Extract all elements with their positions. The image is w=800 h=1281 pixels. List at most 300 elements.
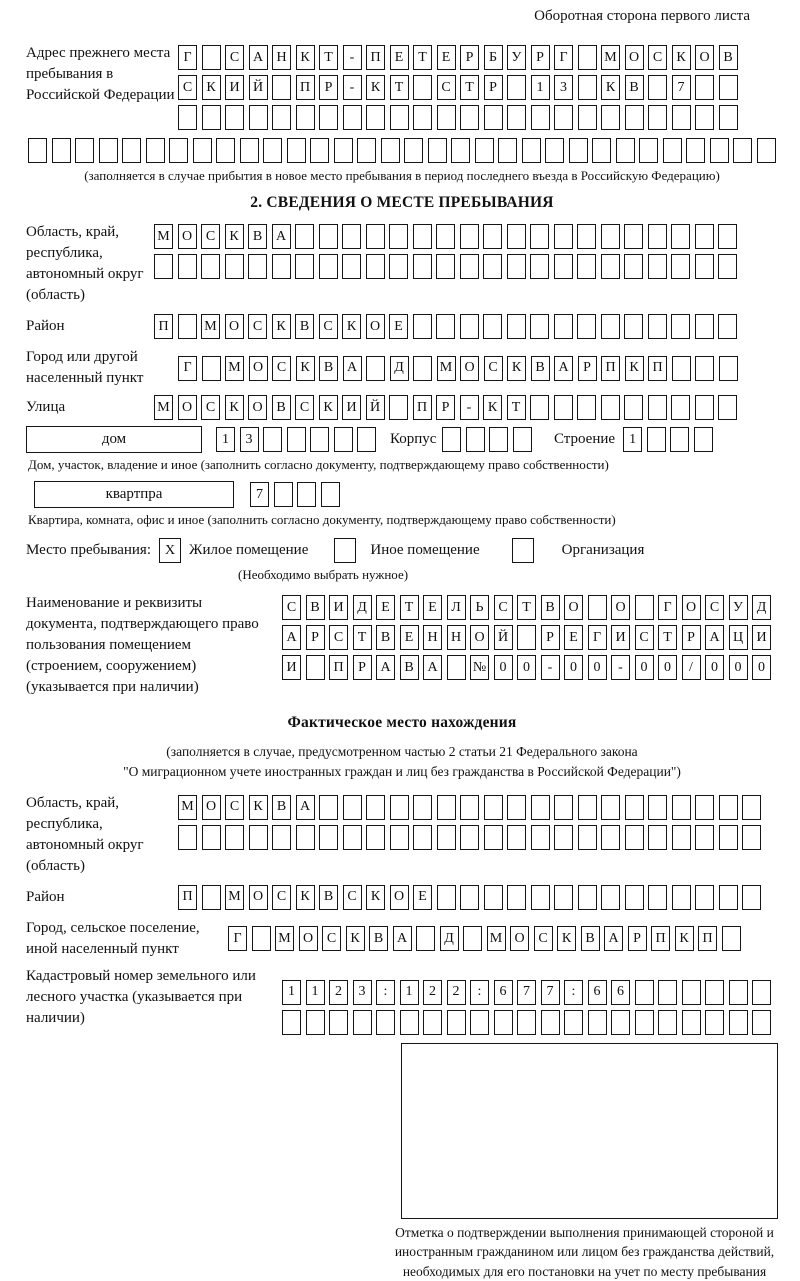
fact-city-label: Город, сельское поселение, иной населенный пункт <box>26 918 228 960</box>
char-cell: М <box>225 356 244 381</box>
char-cell <box>295 254 314 279</box>
char-cell <box>483 314 502 339</box>
char-cell <box>436 224 455 249</box>
char-cell <box>554 224 573 249</box>
char-cell <box>413 795 432 820</box>
prev-address-block <box>26 43 778 130</box>
char-cell <box>154 254 173 279</box>
char-cell <box>451 138 470 163</box>
char-cell: 1 <box>531 75 550 100</box>
char-cell: К <box>319 395 338 420</box>
char-cell: 0 <box>752 655 771 680</box>
char-cell <box>483 254 502 279</box>
char-cell <box>507 75 526 100</box>
char-cell <box>319 224 338 249</box>
char-cell <box>682 980 701 1005</box>
char-cell: К <box>483 395 502 420</box>
actual-location-caption-line1: (заполняется в случае, предусмотренном частью 2 статьи 21 Федерального закона <box>166 744 637 759</box>
char-cell <box>436 314 455 339</box>
char-cell <box>28 138 47 163</box>
char-cell: С <box>201 395 220 420</box>
char-cell: В <box>272 395 291 420</box>
char-cell <box>334 427 353 452</box>
char-cell <box>389 224 408 249</box>
char-cell <box>695 885 714 910</box>
char-cell: И <box>611 625 630 650</box>
char-cell <box>624 224 643 249</box>
house-box: дом <box>26 426 202 453</box>
char-cell: Р <box>541 625 560 650</box>
char-cell <box>52 138 71 163</box>
char-cell: О <box>460 356 479 381</box>
char-cell <box>742 885 761 910</box>
char-cell <box>531 885 550 910</box>
char-cell <box>413 75 432 100</box>
char-cell: Д <box>440 926 459 951</box>
char-cell <box>225 254 244 279</box>
char-cell <box>648 314 667 339</box>
char-cell <box>460 254 479 279</box>
char-cell: 0 <box>658 655 677 680</box>
char-cell: 0 <box>588 655 607 680</box>
char-cell: 0 <box>564 655 583 680</box>
char-cell: Е <box>437 45 456 70</box>
char-cell <box>695 314 714 339</box>
char-cell <box>249 105 268 130</box>
char-cell <box>648 395 667 420</box>
char-cell <box>193 138 212 163</box>
confirmation-mark-area <box>401 1043 778 1281</box>
char-cell: С <box>295 395 314 420</box>
char-cell: О <box>611 595 630 620</box>
char-cell <box>466 427 485 452</box>
char-cell <box>366 795 385 820</box>
char-cell: В <box>295 314 314 339</box>
char-cell: С <box>329 625 348 650</box>
char-cell <box>296 825 315 850</box>
char-cell <box>722 926 741 951</box>
char-cell: 1 <box>623 427 642 452</box>
char-cell <box>216 138 235 163</box>
char-cell <box>178 105 197 130</box>
char-cell: В <box>319 356 338 381</box>
char-cell <box>202 825 221 850</box>
char-cell <box>517 625 536 650</box>
char-cell <box>484 825 503 850</box>
char-cell <box>442 427 461 452</box>
char-cell: С <box>494 595 513 620</box>
char-cell: М <box>201 314 220 339</box>
char-cell <box>169 138 188 163</box>
char-cell <box>695 395 714 420</box>
char-cell: Г <box>178 356 197 381</box>
char-row-stroenie <box>623 427 713 452</box>
char-cell <box>577 395 596 420</box>
char-cell <box>252 926 271 951</box>
char-cell: Р <box>578 356 597 381</box>
char-cell <box>404 138 423 163</box>
char-cell <box>578 105 597 130</box>
actual-location-title: Фактическое место нахождения <box>26 714 778 732</box>
char-cell <box>296 105 315 130</box>
char-cell: С <box>272 885 291 910</box>
char-cell <box>705 1010 724 1035</box>
char-cell: 1 <box>306 980 325 1005</box>
char-cell <box>578 75 597 100</box>
char-cell: В <box>719 45 738 70</box>
char-cell: Е <box>376 595 395 620</box>
char-cell <box>635 595 654 620</box>
char-cell <box>670 427 689 452</box>
char-cell: П <box>651 926 670 951</box>
char-cell <box>178 825 197 850</box>
char-cell <box>413 254 432 279</box>
char-cell <box>507 254 526 279</box>
char-cell <box>178 314 197 339</box>
char-cell <box>366 825 385 850</box>
char-cell: С <box>635 625 654 650</box>
char-cell <box>577 254 596 279</box>
char-cell: В <box>272 795 291 820</box>
char-cell <box>122 138 141 163</box>
street-label: Улица <box>26 397 154 418</box>
char-cell: О <box>248 395 267 420</box>
char-cell: В <box>625 75 644 100</box>
char-cell <box>460 885 479 910</box>
char-cell: Д <box>752 595 771 620</box>
char-cell: Е <box>423 595 442 620</box>
char-cell <box>507 825 526 850</box>
char-cell: О <box>366 314 385 339</box>
char-cell <box>390 825 409 850</box>
char-cell <box>554 254 573 279</box>
char-row-fact-district <box>178 885 761 910</box>
char-cell <box>513 427 532 452</box>
char-cell <box>447 655 466 680</box>
char-cell: Т <box>319 45 338 70</box>
char-cell: П <box>366 45 385 70</box>
checkbox-organization <box>512 538 534 563</box>
char-cell: В <box>369 926 388 951</box>
char-cell: К <box>672 45 691 70</box>
char-cell <box>541 1010 560 1035</box>
prev-address-label: Адрес прежнего места пребывания в Российской Федерации <box>26 43 178 130</box>
char-cell <box>484 795 503 820</box>
option-organization-label: Организация <box>562 540 645 561</box>
char-cell <box>671 224 690 249</box>
char-cell <box>648 795 667 820</box>
char-cell <box>647 427 666 452</box>
char-cell: К <box>366 75 385 100</box>
char-cell <box>601 105 620 130</box>
char-cell <box>423 1010 442 1035</box>
stay-type-label: Место пребывания: <box>26 540 151 561</box>
char-cell: С <box>225 795 244 820</box>
char-cell: И <box>752 625 771 650</box>
char-cell: К <box>296 356 315 381</box>
char-cell <box>319 254 338 279</box>
char-cell <box>460 314 479 339</box>
apartment-row <box>34 481 778 508</box>
char-row-prev-4 <box>28 138 778 163</box>
char-cell <box>635 1010 654 1035</box>
char-cell <box>263 427 282 452</box>
char-cell <box>306 1010 325 1035</box>
char-cell <box>564 1010 583 1035</box>
char-cell <box>353 1010 372 1035</box>
char-cell: Е <box>413 885 432 910</box>
char-cell <box>484 105 503 130</box>
char-cell <box>531 105 550 130</box>
checkbox-residential: X <box>159 538 181 563</box>
char-cell: О <box>249 356 268 381</box>
char-cell <box>507 885 526 910</box>
char-row-street <box>154 395 737 420</box>
char-cell: - <box>343 45 362 70</box>
char-cell <box>366 105 385 130</box>
char-cell: У <box>507 45 526 70</box>
char-cell <box>507 224 526 249</box>
actual-location-caption-line2: "О миграционном учете иностранных граждан и лиц без гражданства в Российской Федерации") <box>123 764 681 779</box>
char-cell <box>530 254 549 279</box>
char-cell <box>601 314 620 339</box>
char-cell <box>319 105 338 130</box>
char-cell: Е <box>400 625 419 650</box>
char-cell <box>577 224 596 249</box>
char-cell <box>658 980 677 1005</box>
cadastral-label: Кадастровый номер земельного или лесного участка (указывается при наличии) <box>26 966 282 1035</box>
char-cell: П <box>178 885 197 910</box>
char-cell: А <box>554 356 573 381</box>
char-row-city <box>178 356 738 381</box>
char-cell: А <box>249 45 268 70</box>
char-cell: Т <box>517 595 536 620</box>
char-cell <box>75 138 94 163</box>
char-cell <box>463 926 482 951</box>
char-cell <box>146 138 165 163</box>
city-label: Город или другой населенный пункт <box>26 347 178 389</box>
char-cell <box>601 254 620 279</box>
char-cell: А <box>376 655 395 680</box>
char-cell <box>624 314 643 339</box>
char-cell: О <box>625 45 644 70</box>
char-cell <box>507 314 526 339</box>
char-cell: Т <box>507 395 526 420</box>
district-field <box>26 314 778 339</box>
char-cell: С <box>484 356 503 381</box>
char-cell <box>710 138 729 163</box>
char-cell: О <box>695 45 714 70</box>
char-cell: У <box>729 595 748 620</box>
char-cell <box>624 395 643 420</box>
char-cell <box>413 356 432 381</box>
char-cell: К <box>625 356 644 381</box>
fact-district-field <box>26 885 778 910</box>
char-cell <box>343 825 362 850</box>
char-cell <box>648 254 667 279</box>
char-cell <box>522 138 541 163</box>
char-cell: О <box>682 595 701 620</box>
char-cell <box>611 1010 630 1035</box>
char-cell <box>671 254 690 279</box>
char-cell <box>718 395 737 420</box>
char-cell <box>648 825 667 850</box>
apartment-caption: Квартира, комната, офис и иное (заполнить согласно документу, подтверждающему право собственности) <box>28 512 778 528</box>
char-cell <box>592 138 611 163</box>
char-cell <box>366 356 385 381</box>
char-cell: Т <box>400 595 419 620</box>
char-row-fact-region-1 <box>178 795 761 820</box>
fact-city-field <box>26 918 778 960</box>
char-cell: П <box>329 655 348 680</box>
char-cell: С <box>322 926 341 951</box>
char-cell <box>601 825 620 850</box>
char-cell: А <box>393 926 412 951</box>
char-cell: К <box>601 75 620 100</box>
char-cell <box>297 482 316 507</box>
char-cell: Р <box>628 926 647 951</box>
char-row-district <box>154 314 737 339</box>
char-cell <box>460 795 479 820</box>
char-cell <box>531 825 550 850</box>
char-cell: О <box>178 395 197 420</box>
char-cell <box>719 356 738 381</box>
char-cell <box>531 795 550 820</box>
char-cell <box>625 885 644 910</box>
char-cell <box>682 1010 701 1035</box>
char-cell: В <box>319 885 338 910</box>
char-cell <box>282 1010 301 1035</box>
char-cell: С <box>319 314 338 339</box>
char-row-cadastral-1 <box>282 980 771 1005</box>
region-field <box>26 222 778 306</box>
char-cell <box>695 75 714 100</box>
char-cell <box>437 885 456 910</box>
actual-location-caption <box>26 742 778 783</box>
char-cell: Н <box>447 625 466 650</box>
char-cell <box>201 254 220 279</box>
char-cell: А <box>272 224 291 249</box>
char-cell: 1 <box>400 980 419 1005</box>
char-cell <box>248 254 267 279</box>
char-cell: / <box>682 655 701 680</box>
char-cell <box>416 926 435 951</box>
char-cell <box>672 795 691 820</box>
char-cell: Р <box>306 625 325 650</box>
char-cell: О <box>470 625 489 650</box>
char-cell <box>554 795 573 820</box>
char-cell <box>752 1010 771 1035</box>
section2-title: 2. СВЕДЕНИЯ О МЕСТЕ ПРЕБЫВАНИЯ <box>26 194 778 212</box>
char-cell: - <box>343 75 362 100</box>
char-row-region-1 <box>154 224 737 249</box>
char-cell: В <box>531 356 550 381</box>
char-cell: С <box>705 595 724 620</box>
char-cell: С <box>201 224 220 249</box>
char-cell: 7 <box>541 980 560 1005</box>
char-cell <box>601 885 620 910</box>
char-cell: М <box>601 45 620 70</box>
fact-region-field <box>26 793 778 877</box>
char-cell: Т <box>353 625 372 650</box>
char-cell <box>413 825 432 850</box>
char-cell <box>319 795 338 820</box>
char-cell <box>507 795 526 820</box>
char-cell <box>400 1010 419 1035</box>
char-cell: Е <box>564 625 583 650</box>
char-cell <box>601 395 620 420</box>
char-cell <box>274 482 293 507</box>
char-cell <box>507 105 526 130</box>
char-cell: С <box>178 75 197 100</box>
char-cell: В <box>306 595 325 620</box>
char-cell: К <box>202 75 221 100</box>
char-cell: С <box>225 45 244 70</box>
char-cell: Т <box>390 75 409 100</box>
char-cell <box>639 138 658 163</box>
char-cell <box>389 395 408 420</box>
char-cell: Л <box>447 595 466 620</box>
document-label: Наименование и реквизиты документа, подтверждающего право пользования помещением (строением, сооружением) (указывается при наличии) <box>26 593 282 698</box>
char-cell: Е <box>390 45 409 70</box>
char-cell <box>447 1010 466 1035</box>
char-cell <box>381 138 400 163</box>
char-cell: 2 <box>447 980 466 1005</box>
char-cell: Т <box>460 75 479 100</box>
char-cell <box>202 356 221 381</box>
char-cell <box>287 427 306 452</box>
char-cell <box>554 314 573 339</box>
char-cell: Г <box>228 926 247 951</box>
char-cell: С <box>648 45 667 70</box>
char-cell: П <box>154 314 173 339</box>
char-cell: Р <box>319 75 338 100</box>
char-cell: С <box>282 595 301 620</box>
char-cell <box>460 105 479 130</box>
char-cell <box>672 825 691 850</box>
char-cell <box>719 825 738 850</box>
char-cell <box>578 795 597 820</box>
char-cell <box>319 825 338 850</box>
char-cell <box>719 885 738 910</box>
street-field <box>26 395 778 420</box>
char-cell <box>202 885 221 910</box>
char-cell: И <box>342 395 361 420</box>
corner-note: Оборотная сторона первого листа <box>26 8 778 25</box>
char-cell: 6 <box>494 980 513 1005</box>
char-cell: И <box>329 595 348 620</box>
char-row-region-2 <box>154 254 737 279</box>
char-cell <box>729 980 748 1005</box>
char-cell <box>342 224 361 249</box>
char-cell: К <box>557 926 576 951</box>
char-cell <box>498 138 517 163</box>
char-cell <box>648 75 667 100</box>
char-cell <box>658 1010 677 1035</box>
char-cell: В <box>376 625 395 650</box>
char-cell <box>588 1010 607 1035</box>
city-field <box>26 347 778 389</box>
char-cell: К <box>296 885 315 910</box>
char-cell <box>329 1010 348 1035</box>
char-cell: 3 <box>240 427 259 452</box>
char-cell: Г <box>554 45 573 70</box>
char-cell: Р <box>436 395 455 420</box>
char-cell: : <box>470 980 489 1005</box>
char-cell <box>225 105 244 130</box>
char-cell: С <box>534 926 553 951</box>
char-cell <box>733 138 752 163</box>
